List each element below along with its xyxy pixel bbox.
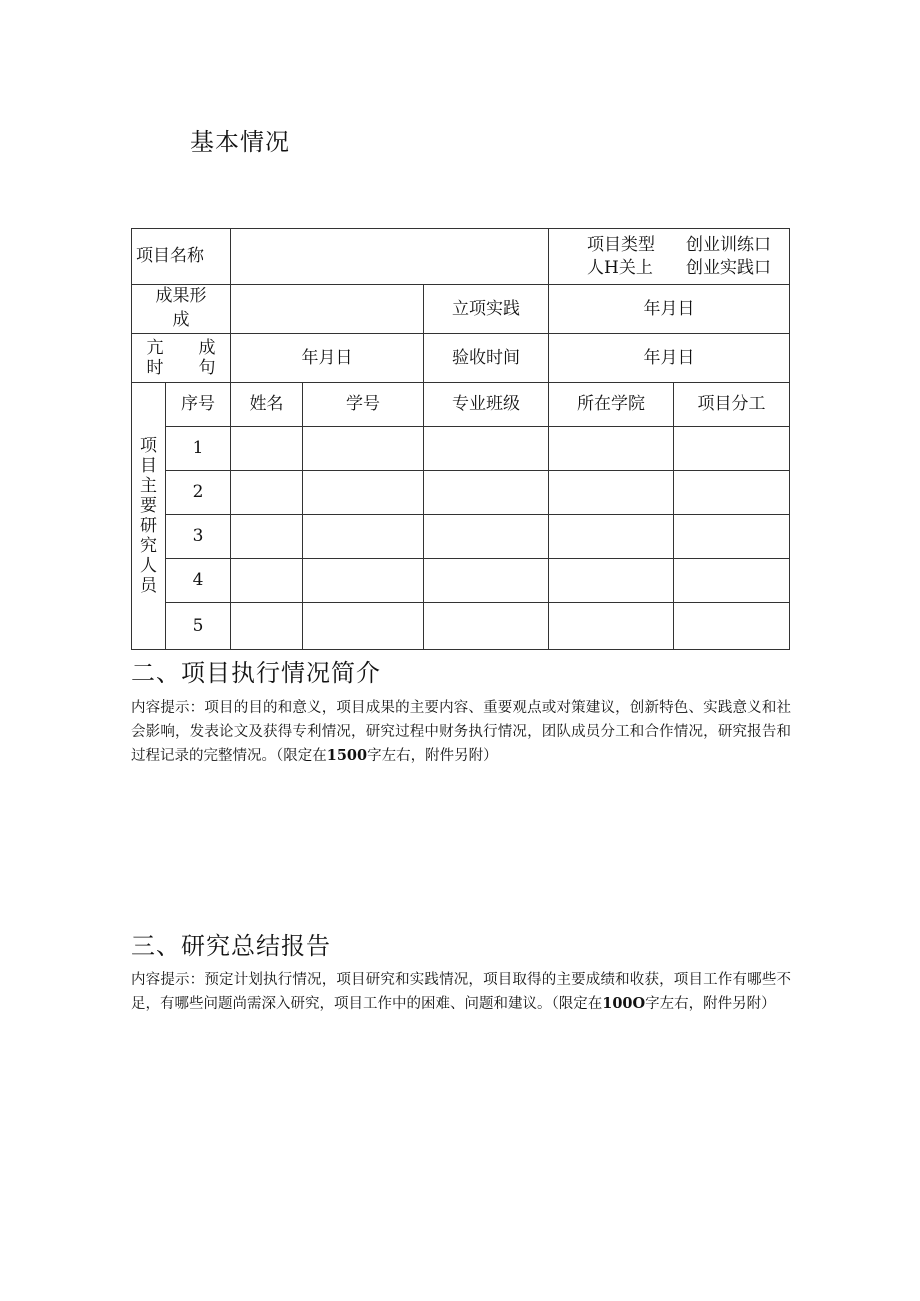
row-number: 4 <box>166 559 231 603</box>
member-college-cell[interactable] <box>549 559 674 603</box>
member-id-cell[interactable] <box>303 471 424 515</box>
table-row <box>132 559 790 603</box>
result-form-field[interactable] <box>231 285 424 334</box>
row-number: 1 <box>166 427 231 471</box>
approval-label: 立项实践 <box>424 285 549 334</box>
header-major-class: 专业班级 <box>424 383 549 427</box>
header-student-id: 学号 <box>303 383 424 427</box>
row-number: 2 <box>166 471 231 515</box>
finish-time-label <box>132 334 231 383</box>
execution-hint: 内容提示：项目的目的和意义，项目成果的主要内容、重要观点或对策建议，创新特色、实践意义和社会影响，发表论文及获得专利情况，研究过程中财务执行情况，团队成员分工和合作情况，研究报告和过程记录的完整情况。（限定在1500字左右，附件另附） <box>131 700 791 764</box>
option-entrepreneurship-training[interactable]: 创业训练口 <box>686 234 772 255</box>
finish-label-b: 成句 <box>198 337 216 378</box>
acceptance-date[interactable]: 年月日 <box>549 334 790 383</box>
member-class-cell[interactable] <box>424 427 549 471</box>
acceptance-label: 验收时间 <box>424 334 549 383</box>
project-name-field[interactable] <box>231 229 549 285</box>
project-type-extra: 人H关上 <box>587 257 653 278</box>
member-name-cell[interactable] <box>231 559 303 603</box>
member-class-cell[interactable] <box>424 471 549 515</box>
member-id-cell[interactable] <box>303 515 424 559</box>
member-role-cell[interactable] <box>674 603 790 650</box>
row-number: 3 <box>166 515 231 559</box>
project-type-label: 项目类型 <box>587 234 656 255</box>
member-class-cell[interactable] <box>424 515 549 559</box>
header-college: 所在学院 <box>549 383 674 427</box>
header-seq: 序号 <box>166 383 231 427</box>
basic-info-table <box>131 228 790 650</box>
row-number: 5 <box>166 603 231 650</box>
member-name-cell[interactable] <box>231 471 303 515</box>
member-name-cell[interactable] <box>231 603 303 650</box>
member-name-cell[interactable] <box>231 515 303 559</box>
members-label: 项目主要研究人员 <box>132 383 166 650</box>
member-role-cell[interactable] <box>674 559 790 603</box>
table-row <box>132 603 790 650</box>
member-college-cell[interactable] <box>549 427 674 471</box>
table-row <box>132 515 790 559</box>
member-class-cell[interactable] <box>424 603 549 650</box>
member-college-cell[interactable] <box>549 471 674 515</box>
finish-date[interactable]: 年月日 <box>231 334 424 383</box>
member-college-cell[interactable] <box>549 603 674 650</box>
approval-date[interactable]: 年月日 <box>549 285 790 334</box>
table-row <box>132 427 790 471</box>
table-row <box>132 471 790 515</box>
member-role-cell[interactable] <box>674 515 790 559</box>
section-title-execution: 二、项目执行情况简介 <box>131 659 381 687</box>
member-id-cell[interactable] <box>303 603 424 650</box>
member-id-cell[interactable] <box>303 559 424 603</box>
project-type-cell <box>549 229 790 285</box>
member-role-cell[interactable] <box>674 471 790 515</box>
member-college-cell[interactable] <box>549 515 674 559</box>
header-role: 项目分工 <box>674 383 790 427</box>
member-class-cell[interactable] <box>424 559 549 603</box>
option-entrepreneurship-practice[interactable]: 创业实践口 <box>686 257 772 278</box>
finish-label-a: 亢时 <box>146 337 164 378</box>
header-name: 姓名 <box>231 383 303 427</box>
member-role-cell[interactable] <box>674 427 790 471</box>
section-title-summary: 三、研究总结报告 <box>131 932 331 960</box>
result-form-label: 成果形成 <box>132 285 231 334</box>
project-name-label: 项目名称 <box>132 229 231 285</box>
section-title-basic-info: 基本情况 <box>190 128 290 156</box>
member-id-cell[interactable] <box>303 427 424 471</box>
member-name-cell[interactable] <box>231 427 303 471</box>
summary-hint: 内容提示：预定计划执行情况，项目研究和实践情况，项目取得的主要成绩和收获，项目工作有哪些不足，有哪些问题尚需深入研究，项目工作中的困难、问题和建议。（限定在100O字左右，附件另附） <box>131 972 791 1012</box>
